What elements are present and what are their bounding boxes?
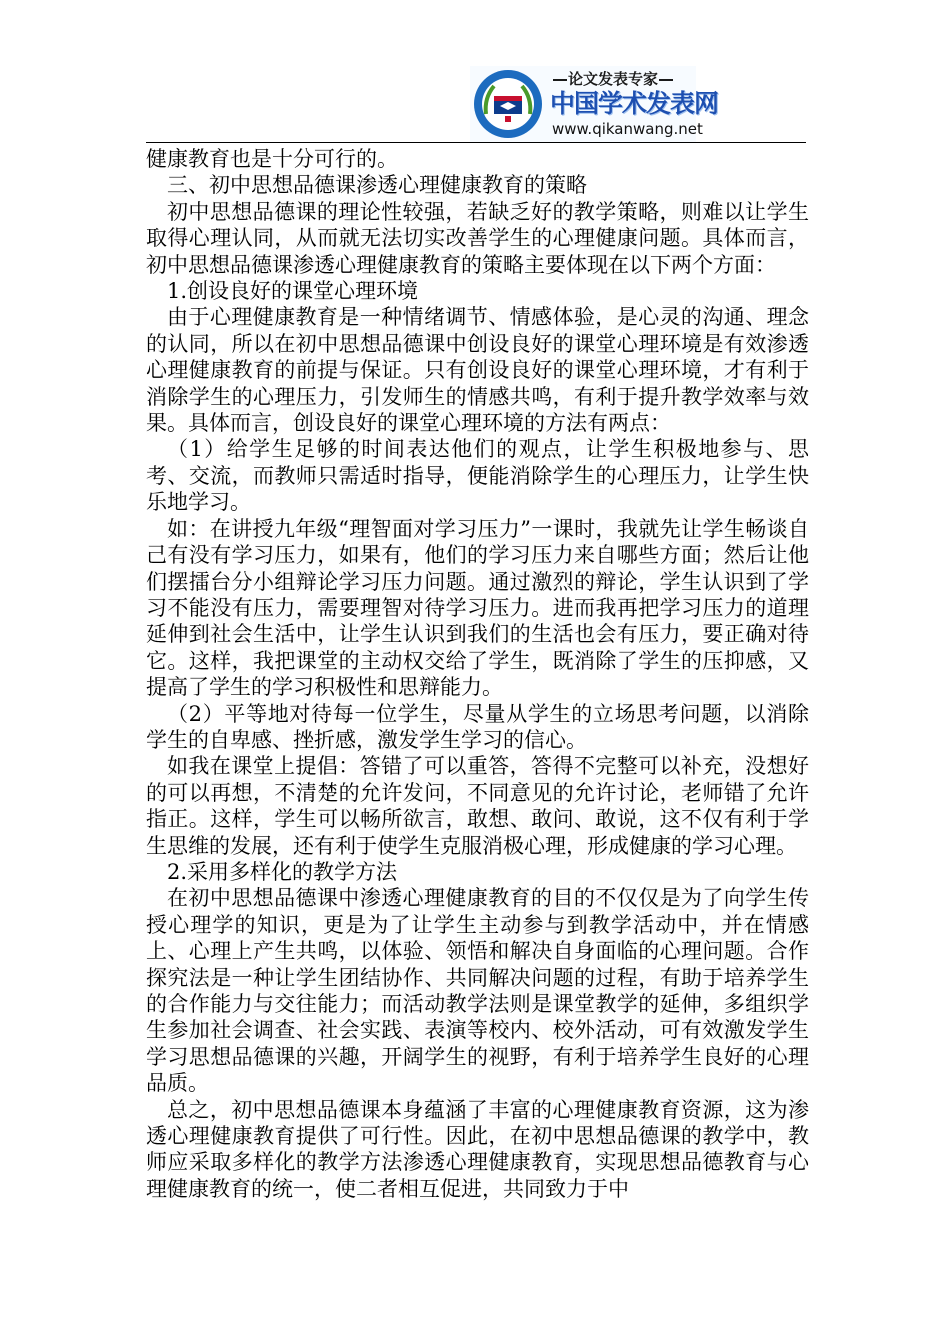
logo-url: www.qikanwang.net — [552, 120, 703, 138]
paragraph: 如我在课堂上提倡：答错了可以重答，答得不完整可以补充，没想好的可以再想，不清楚的允许发问，不同意见的允许讨论，老师错了允许指正。这样，学生可以畅所欲言，敢想、敢问、敢说，这不仅有利于学生思维的发展，还有利于使学生克服消极心理，形成健康的学习心理。 — [146, 754, 809, 858]
paragraph: （2）平等地对待每一位学生，尽量从学生的立场思考问题，以消除学生的自卑感、挫折感，激发学生学习的信心。 — [146, 701, 809, 752]
paragraph: 如：在讲授九年级“理智面对学习压力”一课时，我就先让学生畅谈自己有没有学习压力，如果有，他们的学习压力来自哪些方面；然后让他们摆擂台分小组辩论学习压力问题。通过激烈的辩论，学生认识到了学习不能没有压力，需要理智对待学习压力。进而我再把学习压力的道理延伸到社会生活中，让学生认识到我们的生活也会有压力，要正确对待它。这样，我把课堂的主动权交给了学生，既消除了学生的压抑感，又提高了学生的学习积极性和思辩能力。 — [146, 516, 809, 700]
paragraph: 初中思想品德课的理论性较强，若缺乏好的教学策略，则难以让学生取得心理认同，从而就无法切实改善学生的心理健康问题。具体而言，初中思想品德课渗透心理健康教育的策略主要体现在以下两个方面： — [146, 199, 809, 277]
paragraph-continuation: 健康教育也是十分可行的。 — [146, 147, 398, 171]
section-heading: 三、初中思想品德课渗透心理健康教育的策略 — [167, 173, 587, 198]
logo-slogan: 论文发表专家 — [552, 70, 692, 88]
subsection-heading: 2.采用多样化的教学方法 — [167, 859, 398, 884]
subsection-heading: 1.创设良好的课堂心理环境 — [167, 279, 419, 304]
logo-site-name: 中国学术发表网 — [550, 89, 719, 118]
paragraph: 总之，初中思想品德课本身蕴涵了丰富的心理健康教育资源，这为渗透心理健康教育提供了可行性。因此，在初中思想品德课的教学中，教师应采取多样化的教学方法渗透心理健康教育，实现思想品德教育与心理健康教育的统一，使二者相互促进，共同致力于中 — [146, 1097, 809, 1201]
paragraph: 在初中思想品德课中渗透心理健康教育的目的不仅仅是为了向学生传授心理学的知识，更是为了让学生主动参与到教学活动中，并在情感上、心理上产生共鸣，以体验、领悟和解决自身面临的心理问题。合作探究法是一种让学生团结协作、共同解决问题的过程，有助于培养学生的合作能力与交往能力；而活动教学法则是课堂教学的延伸，多组织学生参加社会调查、社会实践、表演等校内、校外活动，可有效激发学生学习思想品德课的兴趣，开阔学生的视野，有利于培养学生良好的心理品质。 — [146, 886, 809, 1096]
header-divider — [146, 142, 806, 143]
article-body — [146, 146, 809, 1202]
paragraph: 由于心理健康教育是一种情绪调节、情感体验，是心灵的沟通、理念的认同，所以在初中思想品德课中创设良好的课堂心理环境是有效渗透心理健康教育的前提与保证。只有创设良好的课堂心理环境，才有利于消除学生的心理压力，引发师生的情感共鸣，有利于提升教学效率与效果。具体而言，创设良好的课堂心理环境的方法有两点： — [146, 305, 809, 436]
academic-emblem-icon — [472, 68, 544, 140]
paragraph: （1）给学生足够的时间表达他们的观点，让学生积极地参与、思考、交流，而教师只需适时指导，便能消除学生的心理压力，让学生快乐地学习。 — [146, 437, 809, 515]
site-logo — [470, 66, 719, 142]
